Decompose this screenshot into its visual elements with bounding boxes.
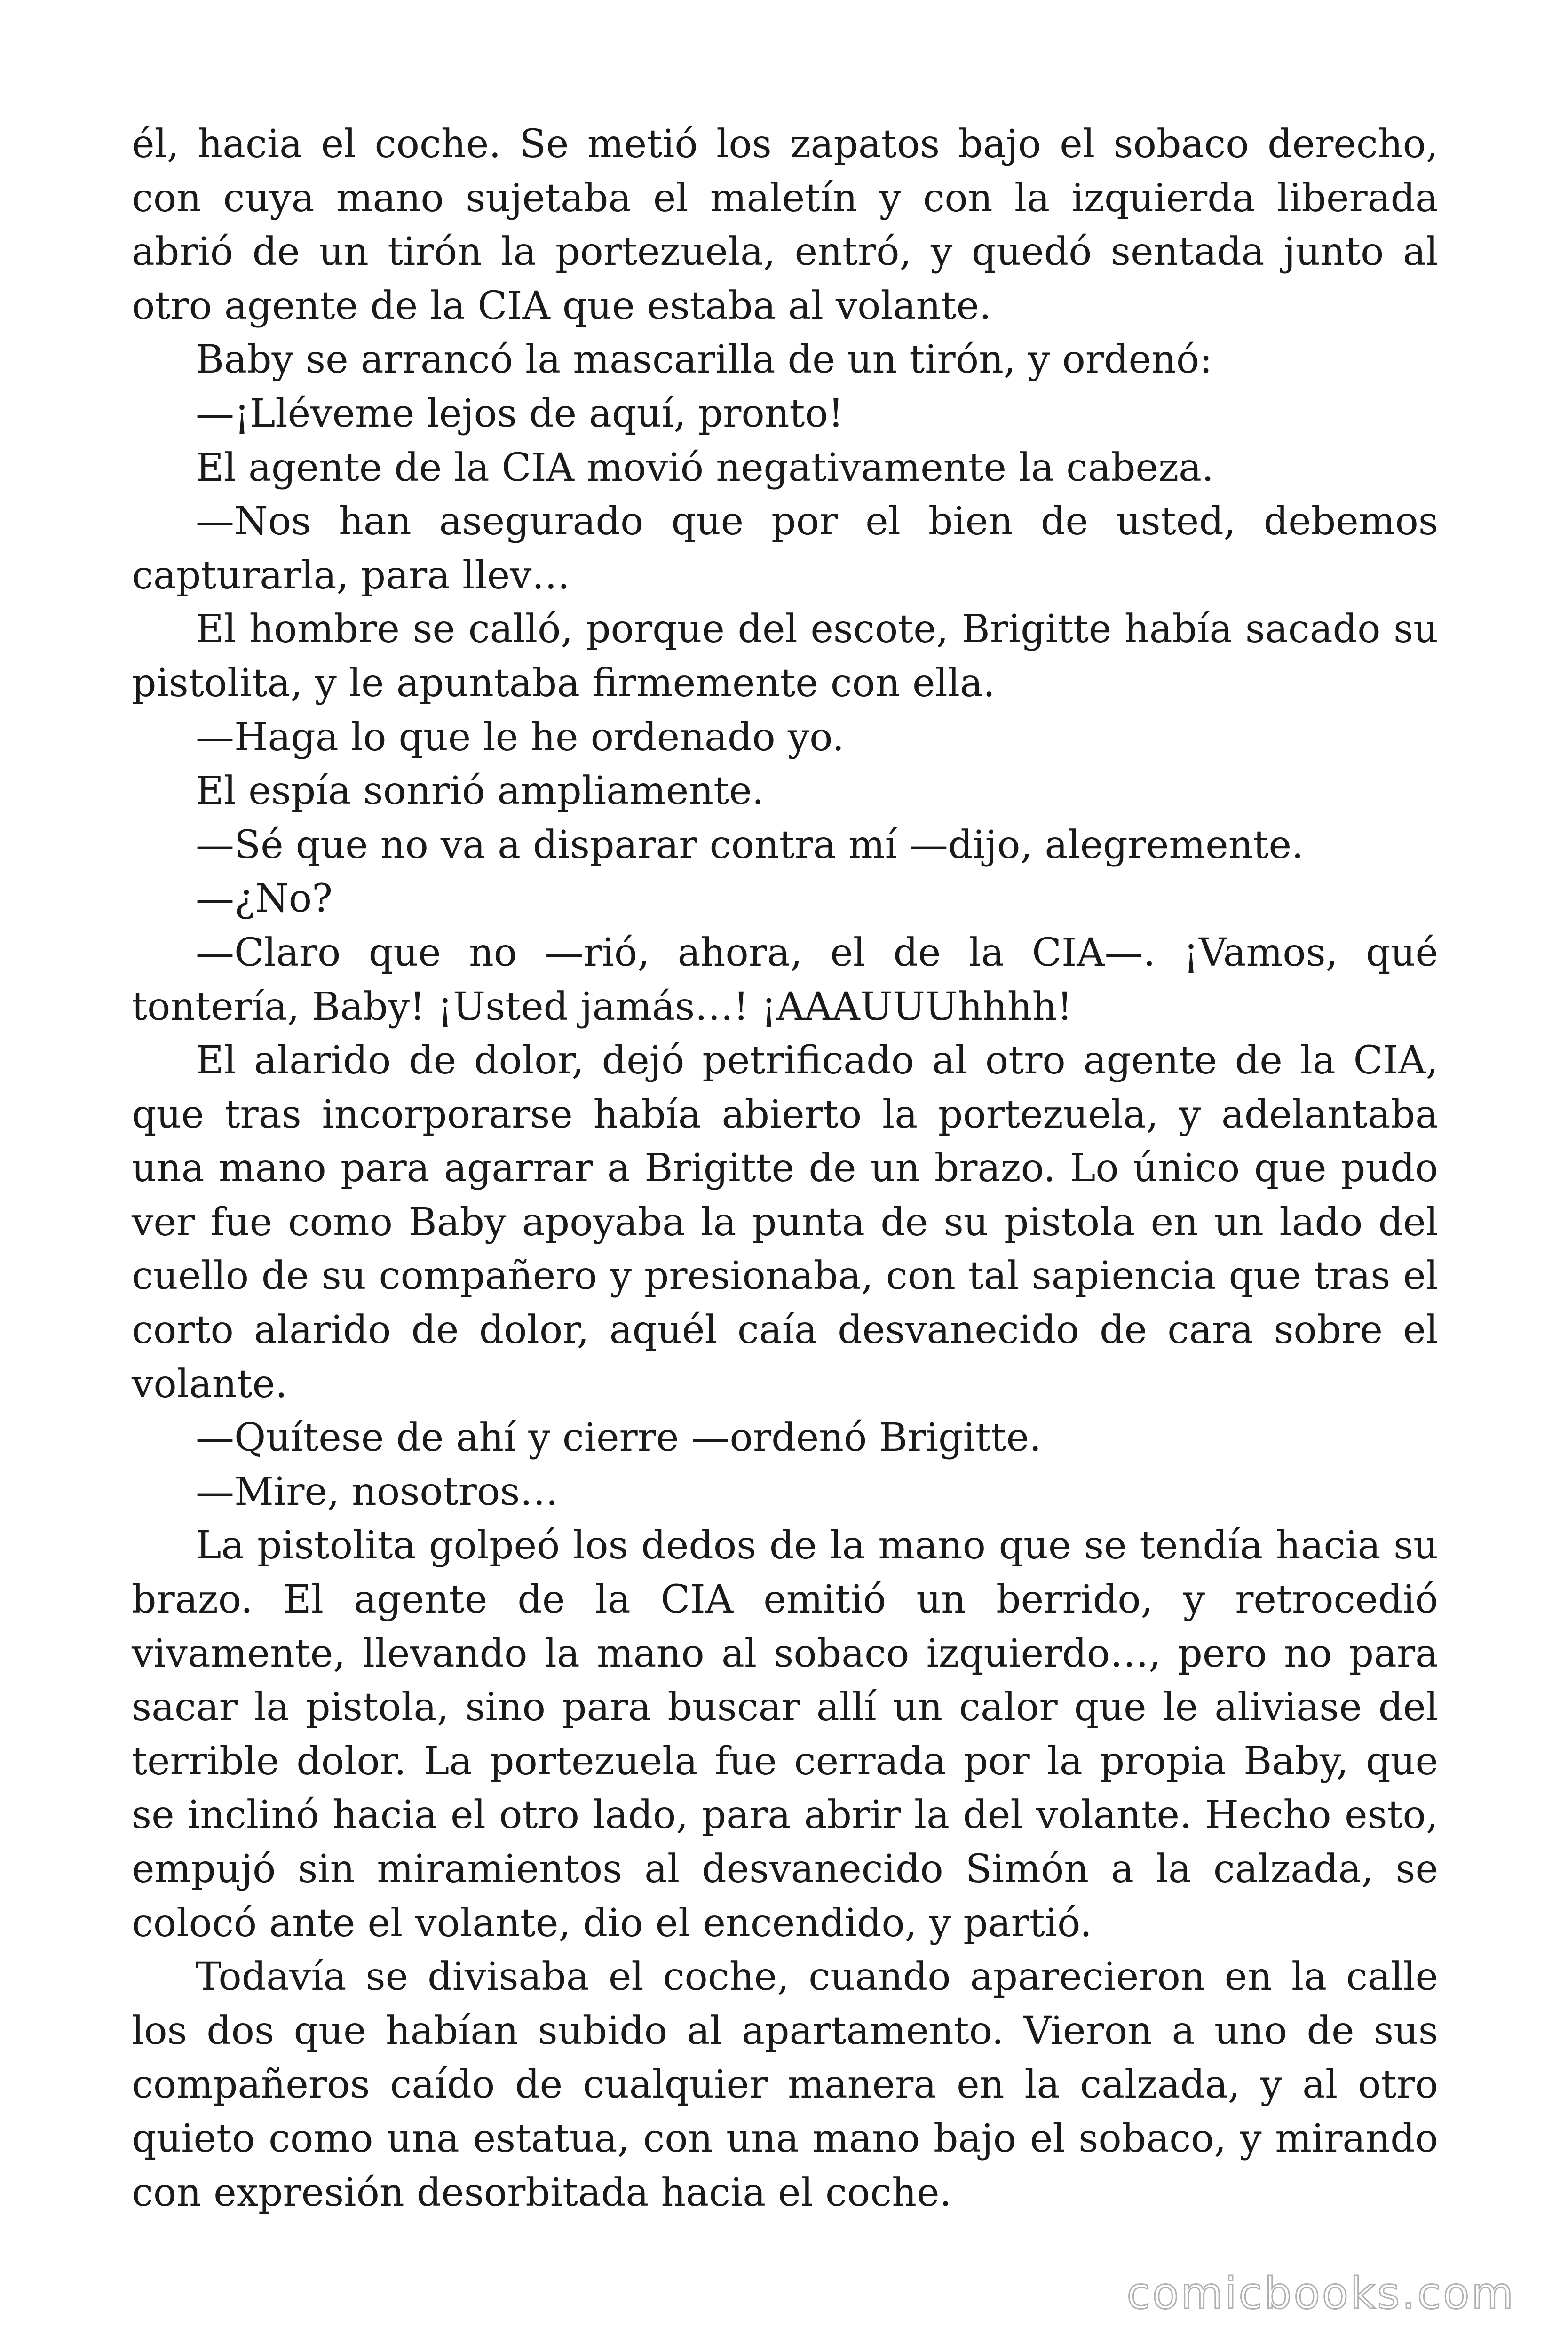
paragraph: —Claro que no —rió, ahora, el de la CIA—. ¡Vamos, qué tontería, Baby! ¡Usted jamás…! ¡AAAUUUhhhh! — [132, 930, 1438, 1029]
paragraph: —¡Lléveme lejos de aquí, pronto! — [196, 391, 844, 436]
paragraph: —Nos han asegurado que por el bien de usted, debemos capturarla, para llev… — [132, 499, 1438, 598]
paragraph: —Mire, nosotros… — [196, 1469, 559, 1514]
paragraph: —Quítese de ahí y cierre —ordenó Brigitte. — [196, 1415, 1042, 1461]
paragraph: Baby se arrancó la mascarilla de un tirón, y ordenó: — [196, 337, 1212, 382]
paragraph: —Haga lo que le he ordenado yo. — [196, 715, 845, 760]
paragraph: —Sé que no va a disparar contra mí —dijo, alegremente. — [196, 822, 1304, 867]
watermark: comicbooks.com — [1126, 2268, 1515, 2319]
paragraph: El agente de la CIA movió negativamente la cabeza. — [196, 445, 1214, 490]
paragraph: El espía sonrió ampliamente. — [196, 769, 764, 814]
paragraph: La pistolita golpeó los dedos de la mano que se tendía hacia su brazo. El agente de la CIA emitió un berrido, y retrocedió vivamente, llevando la mano al sobaco izquierdo…, pero no para sacar la pistola, sino para buscar allí un calor que le aliviase del terrible dolor. La portezuela fue cerrada por la propia Baby, que se inclinó hacia el otro lado, para abrir la del volante. Hecho esto, empujó sin miramientos al desvanecido Simón a la calzada, se colocó ante el volante, dio el encendido, y partió. — [132, 1523, 1438, 1946]
paragraph: —¿No? — [196, 876, 333, 922]
paragraph: El alarido de dolor, dejó petrificado al otro agente de la CIA, que tras incorporarse había abierto la portezuela, y adelantaba una mano para agarrar a Brigitte de un brazo. Lo único que pudo ver fue como Baby apoyaba la punta de su pistola en un lado del cuello de su compañero y presionaba, con tal sapiencia que tras el corto alarido de dolor, aquél caía desvanecido de cara sobre el volante. — [132, 1038, 1438, 1406]
page-body — [132, 118, 1438, 2220]
paragraph: El hombre se calló, porque del escote, Brigitte había sacado su pistolita, y le apuntaba firmemente con ella. — [132, 607, 1438, 706]
paragraph: él, hacia el coche. Se metió los zapatos bajo el sobaco derecho, con cuya mano sujetaba el maletín y con la izquierda liberada abrió de un tirón la portezuela, entró, y quedó sentada junto al otro agente de la CIA que estaba al volante. — [132, 122, 1438, 328]
paragraph: Todavía se divisaba el coche, cuando aparecieron en la calle los dos que habían subido al apartamento. Vieron a uno de sus compañeros caído de cualquier manera en la calzada, y al otro quieto como una estatua, con una mano bajo el sobaco, y mirando con expresión desorbitada hacia el coche. — [132, 1955, 1438, 2215]
